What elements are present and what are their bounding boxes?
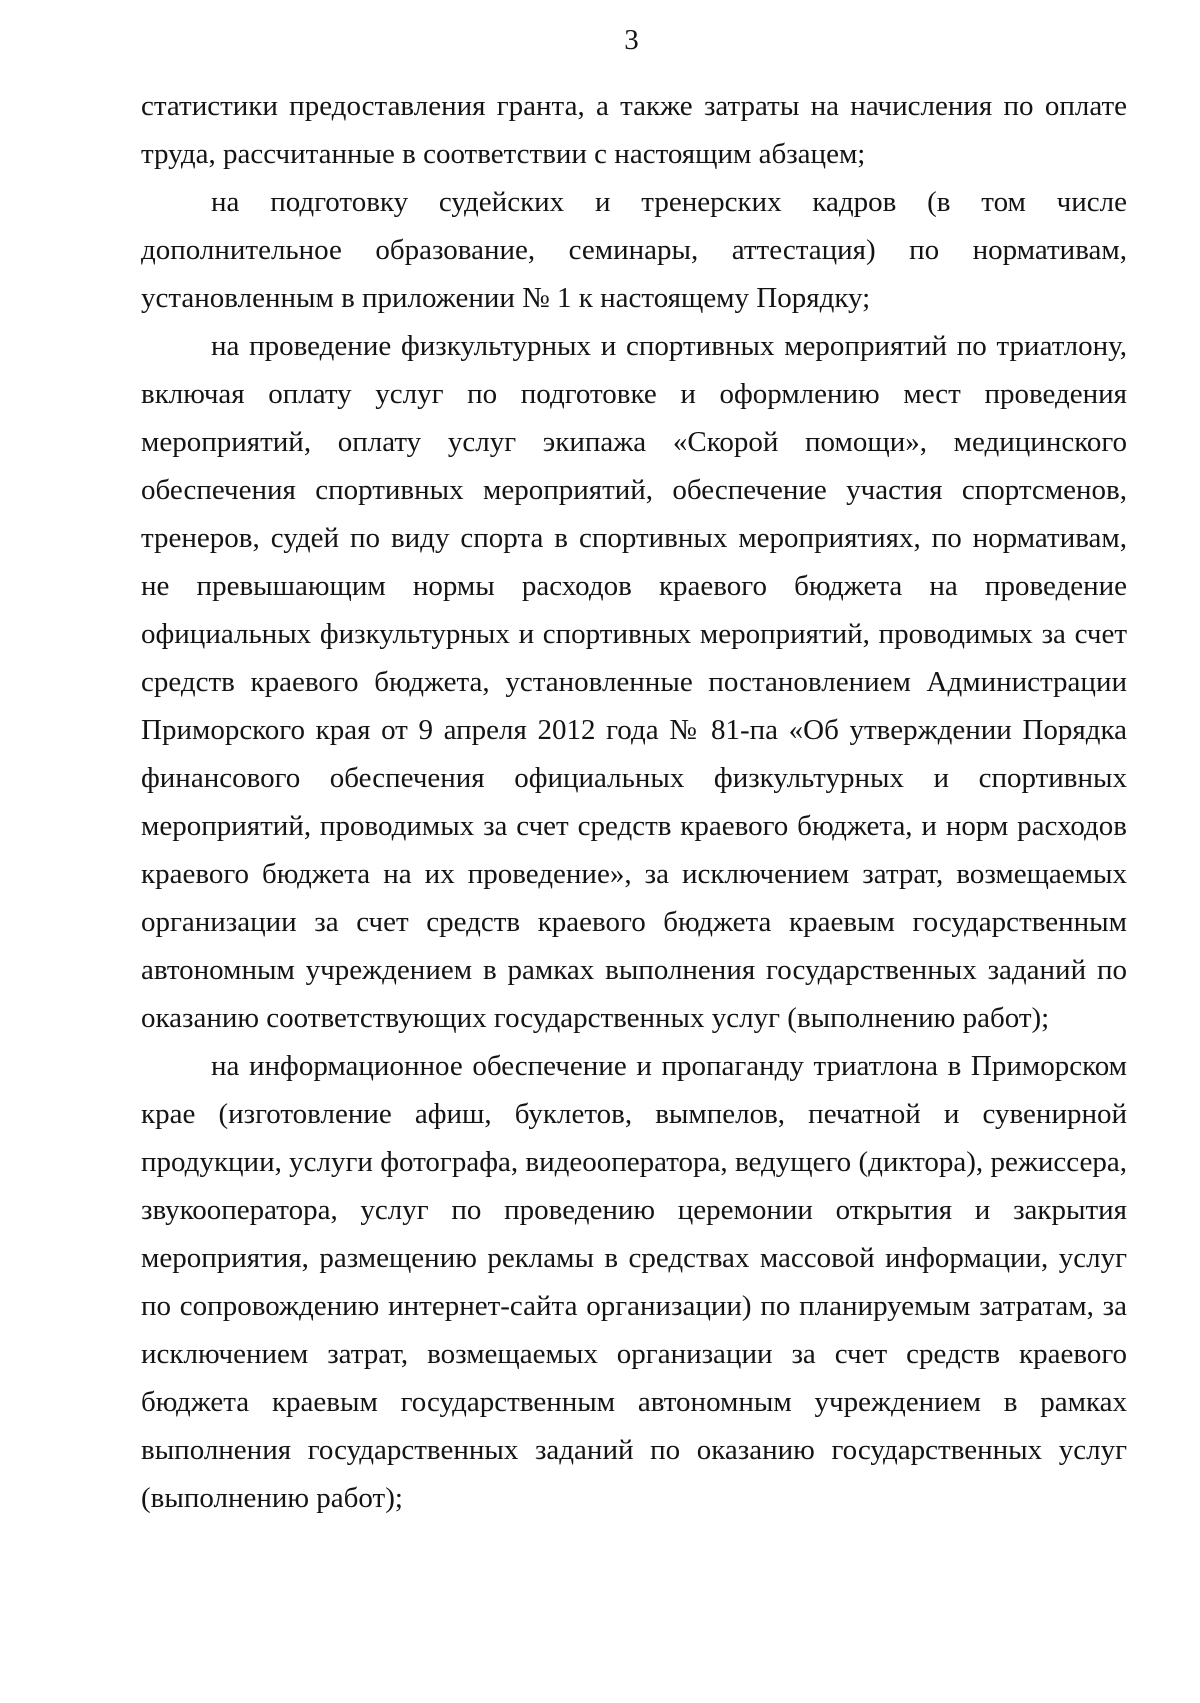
paragraph-information-support: на информационное обеспечение и пропаганду триатлона в Приморском крае (изготовление афиш, буклетов, вымпелов, печатной и сувенирной продукции, услуги фотографа, видеооператора, ведущего (диктора), режиссера, звукооператора, услуг по проведению церемонии открытия и закрытия мероприятия, размещению рекламы в средствах массовой информации, услуг по сопровождению интернет-сайта организации) по планируемым затратам, за исключением затрат, возмещаемых организации за счет средств краевого бюджета краевым государственным автономным учреждением в рамках выполнения государственных заданий по оказанию государственных услуг (выполнению работ); xyxy=(141,1050,1127,1514)
paragraph-continuation: статистики предоставления гранта, а также затраты на начисления по оплате труда, рассчитанные в соответствии с настоящим абзацем; xyxy=(141,90,1127,170)
document-body xyxy=(141,82,1127,1522)
page-number: 3 xyxy=(624,24,639,56)
paragraph-sport-events: на проведение физкультурных и спортивных мероприятий по триатлону, включая оплату услуг по подготовке и оформлению мест проведения мероприятий, оплату услуг экипажа «Скорой помощи», медицинского обеспечения спортивных мероприятий, обеспечение участия спортсменов, тренеров, судей по виду спорта в спортивных мероприятиях, по нормативам, не превышающим нормы расходов краевого бюджета на проведение официальных физкультурных и спортивных мероприятий, проводимых за счет средств краевого бюджета, установленные постановлением Администрации Приморского края от 9 апреля 2012 года № 81-па «Об утверждении Порядка финансового обеспечения официальных физкультурных и спортивных мероприятий, проводимых за счет средств краевого бюджета, и норм расходов краевого бюджета на их проведение», за исключением затрат, возмещаемых организации за счет средств краевого бюджета краевым государственным автономным учреждением в рамках выполнения государственных заданий по оказанию соответствующих государственных услуг (выполнению работ); xyxy=(141,330,1127,1034)
paragraph-staff-training: на подготовку судейских и тренерских кадров (в том числе дополнительное образование, семинары, аттестация) по нормативам, установленным в приложении № 1 к настоящему Порядку; xyxy=(141,186,1127,314)
